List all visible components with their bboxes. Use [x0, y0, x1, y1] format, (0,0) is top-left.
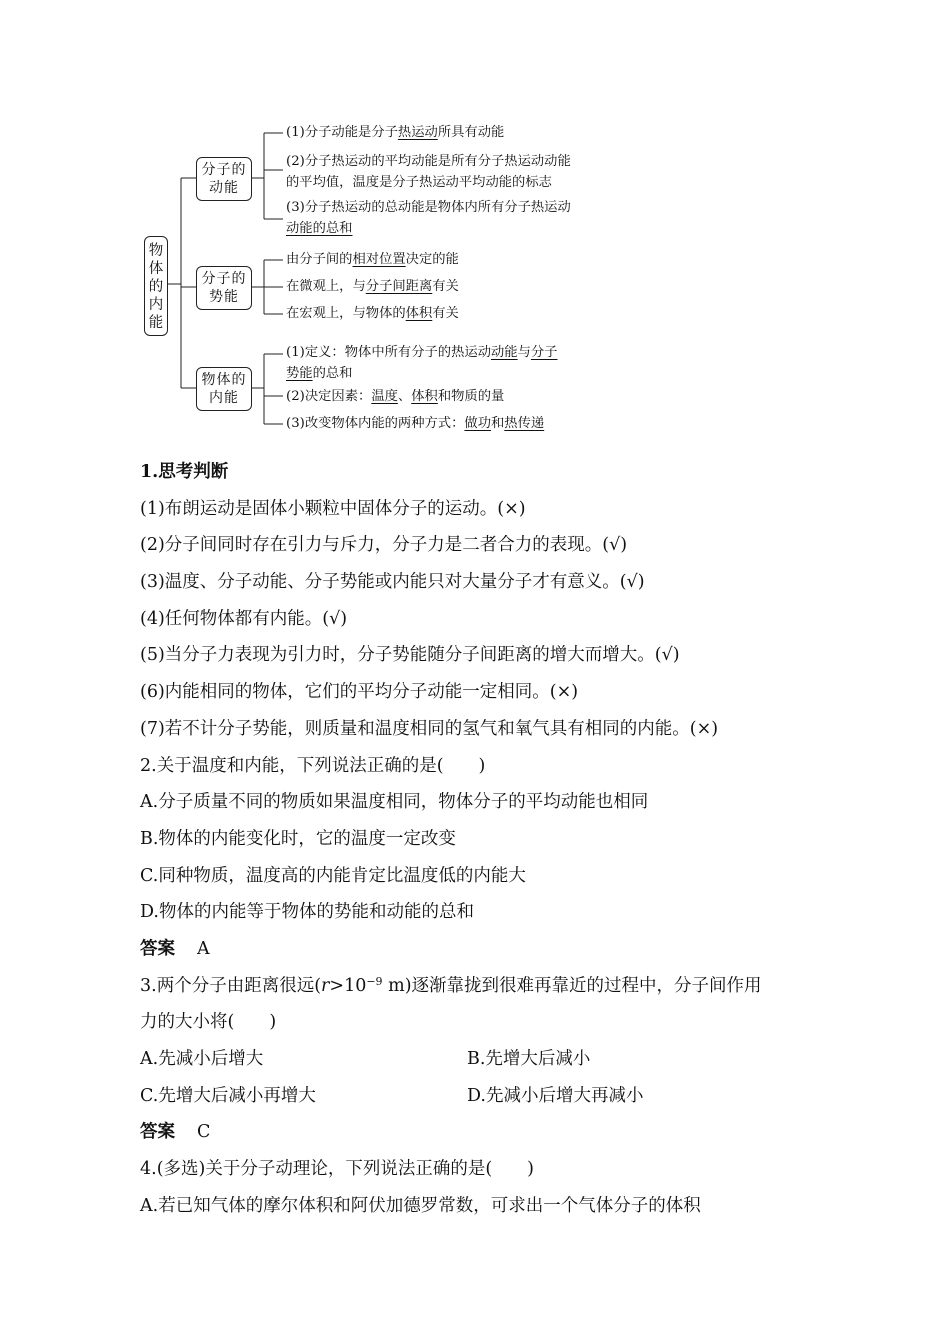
- root-char: 内: [148, 297, 164, 313]
- root-node: [144, 236, 168, 336]
- question-3-stem: 3.两个分子由距离很远($r>10^{-9}$ m)逐渐靠拢到很难再靠近的过程中，分子间作用: [140, 974, 762, 996]
- node-internal-energy: [196, 367, 252, 411]
- answer-line: [140, 931, 830, 968]
- option-a: A.分子质量不同的物质如果温度相同，物体分子的平均动能也相同: [140, 792, 649, 813]
- judgement-item: (5)当分子力表现为引力时，分子势能随分子间距离的增大而增大。(√): [140, 645, 680, 666]
- node-label: 分子的: [201, 271, 247, 287]
- leaf-kinetic-1: (1)分子动能是分子热运动所具有动能: [286, 125, 505, 140]
- option-d: D.物体的内能等于物体的势能和动能的总和: [140, 902, 474, 923]
- concept-map: [0, 0, 950, 450]
- node-label: 动能: [209, 180, 239, 196]
- judgement-item: (3)温度、分子动能、分子势能或内能只对大量分子才有意义。(√): [140, 572, 645, 593]
- node-label: 物体的: [201, 372, 247, 388]
- node-molecular-kinetic-energy: [196, 157, 252, 201]
- question-4-stem: 4.(多选)关于分子动理论，下列说法正确的是( ): [140, 1159, 535, 1180]
- leaf-potential-3: 在宏观上，与物体的体积有关: [286, 306, 459, 321]
- root-char: 体: [148, 261, 164, 277]
- judgement-item: (4)任何物体都有内能。(√): [140, 608, 348, 629]
- answer-label: 答案: [140, 1122, 175, 1143]
- option-a: A.先减小后增大: [140, 1049, 264, 1069]
- question-content: [140, 454, 830, 1224]
- judgement-item: (7)若不计分子势能，则质量和温度相同的氢气和氧气具有相同的内能。(×): [140, 718, 719, 739]
- options-row: [140, 1041, 830, 1078]
- option-d: D.先减小后增大再减小: [467, 1085, 644, 1106]
- section-title: 1.思考判断: [140, 462, 229, 482]
- answer-value: A: [197, 938, 210, 959]
- leaf-kinetic-2: (2)分子热运动的平均动能是所有分子热运动动能 的平均值，温度是分子热运动平均动能的标志: [286, 154, 571, 190]
- root-char: 能: [148, 315, 164, 331]
- leaf-internal-1: (1)定义：物体中所有分子的热运动动能与分子 势能的总和: [286, 345, 558, 381]
- leaf-kinetic-3: (3)分子热运动的总动能是物体内所有分子热运动 动能的总和: [286, 200, 571, 236]
- leaf-internal-2: (2)决定因素：温度、体积和物质的量: [286, 389, 505, 404]
- node-label: 分子的: [201, 162, 247, 178]
- node-label: 势能: [209, 289, 239, 305]
- answer-label: 答案: [140, 938, 175, 959]
- option-b: B.物体的内能变化时，它的温度一定改变: [140, 828, 456, 849]
- option-b: B.先增大后减小: [467, 1049, 591, 1069]
- answer-line: [140, 1114, 830, 1151]
- options-row: [140, 1078, 830, 1115]
- root-char: 物: [148, 243, 164, 259]
- option-c: C.同种物质，温度高的内能肯定比温度低的内能大: [140, 865, 526, 886]
- root-char: 的: [148, 279, 164, 295]
- answer-value: C: [197, 1122, 211, 1143]
- option-c: C.先增大后减小再增大: [140, 1085, 316, 1106]
- question-3-stem-line2: 力的大小将( ): [140, 1012, 277, 1033]
- leaf-potential-1: 由分子间的相对位置决定的能: [286, 252, 459, 267]
- question-2-stem: 2.关于温度和内能，下列说法正确的是( ): [140, 755, 486, 776]
- node-label: 内能: [209, 390, 239, 406]
- judgement-item: (1)布朗运动是固体小颗粒中固体分子的运动。(×): [140, 498, 526, 519]
- leaf-internal-3: (3)改变物体内能的两种方式：做功和热传递: [286, 416, 545, 431]
- option-a: A.若已知气体的摩尔体积和阿伏加德罗常数，可求出一个气体分子的体积: [140, 1195, 701, 1216]
- judgement-item: (2)分子间同时存在引力与斥力，分子力是二者合力的表现。(√): [140, 535, 628, 556]
- node-molecular-potential-energy: [196, 266, 252, 310]
- judgement-item: (6)内能相同的物体，它们的平均分子动能一定相同。(×): [140, 682, 579, 703]
- leaf-potential-2: 在微观上，与分子间距离有关: [286, 279, 459, 294]
